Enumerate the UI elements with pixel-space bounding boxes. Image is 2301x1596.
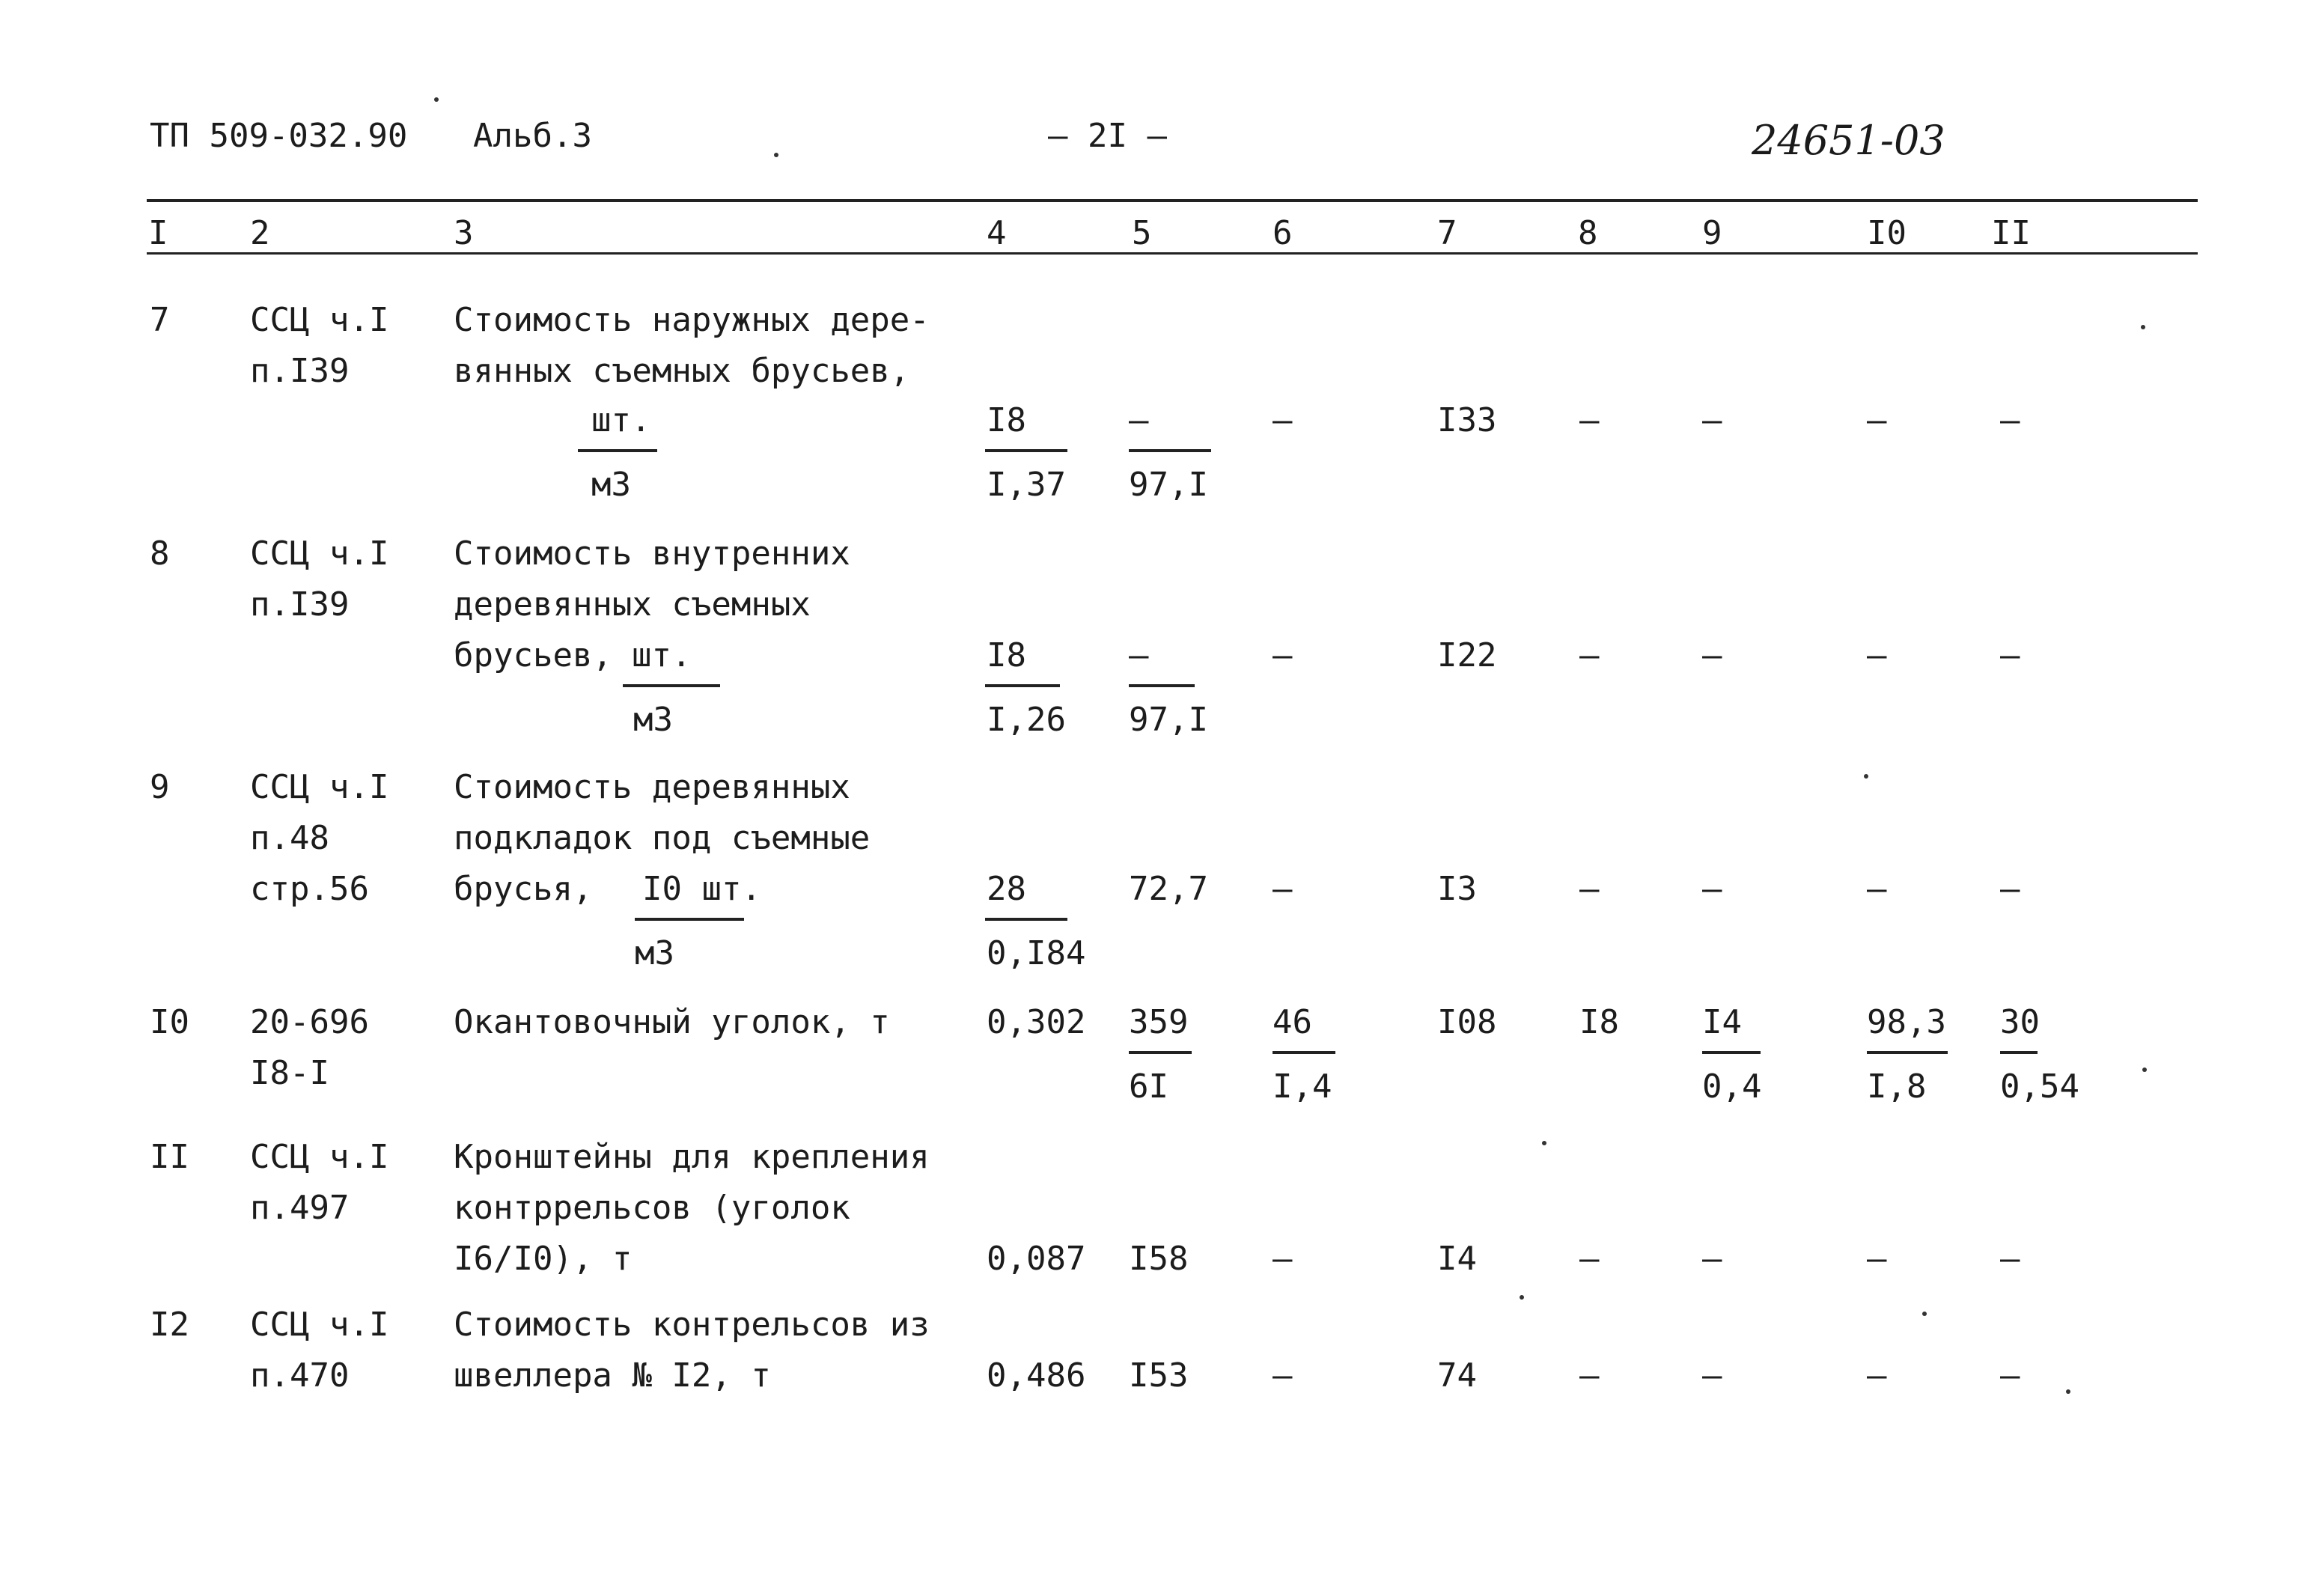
- unit-numerator: I0 шт.: [642, 870, 761, 908]
- row-number: I2: [150, 1306, 189, 1344]
- column-6-value: –: [1273, 1356, 1293, 1395]
- column-11-header: II: [1991, 214, 2031, 252]
- unit-numerator: шт.: [632, 636, 692, 674]
- item-description: подкладок под съемные: [454, 819, 871, 857]
- column-9-value: –: [1702, 1356, 1722, 1395]
- column-6-value: –: [1273, 401, 1293, 439]
- quantity-value: I8: [987, 401, 1026, 439]
- column-9-value: –: [1702, 636, 1722, 674]
- column-10-fraction-bar: [1867, 1051, 1948, 1054]
- column-7-value: I22: [1437, 636, 1497, 674]
- row-number: II: [150, 1138, 189, 1176]
- column-9-header: 9: [1702, 214, 1722, 252]
- column-7-header: 7: [1437, 214, 1457, 252]
- source-reference: I8-I: [250, 1054, 329, 1092]
- column-11-value: –: [2000, 401, 2020, 439]
- source-reference: стр.56: [250, 870, 369, 908]
- column-11-value: –: [2000, 636, 2020, 674]
- column-6-header: 6: [1273, 214, 1293, 252]
- column-11-value: –: [2000, 1356, 2020, 1395]
- column-7-value: 74: [1437, 1356, 1477, 1395]
- scan-speck: [1864, 774, 1868, 779]
- column-10-value: –: [1867, 401, 1887, 439]
- unit-denominator: м3: [591, 466, 631, 504]
- column-8-value: –: [1579, 636, 1600, 674]
- column-9-value: –: [1702, 1240, 1722, 1278]
- item-description: I6/I0), т: [454, 1240, 633, 1278]
- row-number: I0: [150, 1003, 189, 1041]
- price-value: 72,7: [1129, 870, 1208, 908]
- column-9-fraction-bar: [1702, 1051, 1761, 1054]
- unit-fraction-bar: [635, 918, 744, 921]
- item-description: Стоимость контрельсов из: [454, 1306, 930, 1344]
- scan-speck: [774, 153, 778, 157]
- source-reference: п.48: [250, 819, 329, 857]
- column-11-value: 0,54: [2000, 1067, 2079, 1106]
- item-description: Стоимость деревянных: [454, 768, 850, 806]
- quantity-value: I8: [987, 636, 1026, 674]
- column-6-fraction-bar: [1273, 1051, 1335, 1054]
- source-reference: п.I39: [250, 352, 350, 390]
- price-value: –: [1129, 401, 1149, 439]
- column-9-value: –: [1702, 870, 1722, 908]
- column-1-header: I: [148, 214, 168, 252]
- column-8-value: –: [1579, 1240, 1600, 1278]
- column-11-value: –: [2000, 870, 2020, 908]
- column-10-value: –: [1867, 636, 1887, 674]
- price-value: I53: [1129, 1356, 1189, 1395]
- column-10-value: –: [1867, 1356, 1887, 1395]
- source-reference: 20-696: [250, 1003, 369, 1041]
- column-8-value: I8: [1579, 1003, 1619, 1041]
- column-8-value: –: [1579, 870, 1600, 908]
- column-11-fraction-bar: [2000, 1051, 2038, 1054]
- price-value: 6I: [1129, 1067, 1168, 1106]
- quantity-fraction-bar: [985, 918, 1067, 921]
- column-10-value: 98,3: [1867, 1003, 1946, 1041]
- column-9-value: I4: [1702, 1003, 1742, 1041]
- document-stamp: 24651-03: [1752, 117, 1945, 164]
- source-reference: п.I39: [250, 585, 350, 624]
- source-reference: ССЦ ч.I: [250, 301, 389, 339]
- column-8-header: 8: [1578, 214, 1598, 252]
- source-reference: ССЦ ч.I: [250, 534, 389, 573]
- item-description: контррельсов (уголок: [454, 1189, 850, 1227]
- quantity-value: 0,I84: [987, 934, 1086, 972]
- item-description: деревянных съемных: [454, 585, 811, 624]
- scan-speck: [1520, 1295, 1524, 1300]
- column-10-value: –: [1867, 1240, 1887, 1278]
- item-description: брусья,: [454, 870, 593, 908]
- unit-denominator: м3: [633, 701, 673, 739]
- quantity-value: 0,302: [987, 1003, 1086, 1041]
- column-11-value: 30: [2000, 1003, 2040, 1041]
- price-value: 359: [1129, 1003, 1189, 1041]
- column-9-value: –: [1702, 401, 1722, 439]
- column-5-header: 5: [1132, 214, 1152, 252]
- quantity-value: 28: [987, 870, 1026, 908]
- scan-speck: [2066, 1389, 2070, 1394]
- column-4-header: 4: [987, 214, 1007, 252]
- source-reference: п.497: [250, 1189, 350, 1227]
- price-fraction-bar: [1129, 1051, 1192, 1054]
- column-11-value: –: [2000, 1240, 2020, 1278]
- item-description: Окантовочный уголок, т: [454, 1003, 890, 1041]
- column-6-value: 46: [1273, 1003, 1312, 1041]
- album-number: Альб.3: [473, 117, 592, 155]
- unit-fraction-bar: [578, 449, 657, 452]
- source-reference: ССЦ ч.I: [250, 768, 389, 806]
- column-7-value: I08: [1437, 1003, 1497, 1041]
- unit-fraction-bar: [623, 684, 720, 687]
- item-description: вянных съемных брусьев,: [454, 352, 910, 390]
- column-6-value: –: [1273, 870, 1293, 908]
- unit-numerator: шт.: [591, 401, 651, 439]
- column-10-header: I0: [1867, 214, 1907, 252]
- doc-code: ТП 509-032.90: [150, 117, 408, 155]
- item-description: Кронштейны для крепления: [454, 1138, 930, 1176]
- quantity-value: I,26: [987, 701, 1066, 739]
- header-rule: [147, 199, 2198, 202]
- scan-speck: [2141, 325, 2145, 329]
- column-9-value: 0,4: [1702, 1067, 1762, 1106]
- scan-speck: [2142, 1067, 2147, 1072]
- source-reference: ССЦ ч.I: [250, 1306, 389, 1344]
- price-value: I58: [1129, 1240, 1189, 1278]
- price-value: –: [1129, 636, 1149, 674]
- price-value: 97,I: [1129, 466, 1208, 504]
- row-number: 8: [150, 534, 170, 573]
- price-value: 97,I: [1129, 701, 1208, 739]
- row-number: 7: [150, 301, 170, 339]
- quantity-value: 0,087: [987, 1240, 1086, 1278]
- scan-speck: [1922, 1312, 1927, 1316]
- item-description: Стоимость наружных дере-: [454, 301, 930, 339]
- scan-speck: [434, 97, 439, 102]
- column-10-value: –: [1867, 870, 1887, 908]
- item-description: швеллера № I2, т: [454, 1356, 771, 1395]
- quantity-value: 0,486: [987, 1356, 1086, 1395]
- column-2-header: 2: [250, 214, 270, 252]
- column-7-value: I33: [1437, 401, 1497, 439]
- item-description: брусьев,: [454, 636, 612, 674]
- quantity-fraction-bar: [985, 449, 1067, 452]
- price-fraction-bar: [1129, 684, 1195, 687]
- column-7-value: I3: [1437, 870, 1477, 908]
- quantity-fraction-bar: [985, 684, 1060, 687]
- price-fraction-bar: [1129, 449, 1211, 452]
- column-7-value: I4: [1437, 1240, 1477, 1278]
- unit-denominator: м3: [635, 934, 674, 972]
- source-reference: п.470: [250, 1356, 350, 1395]
- column-6-value: –: [1273, 636, 1293, 674]
- column-3-header: 3: [454, 214, 474, 252]
- column-8-value: –: [1579, 401, 1600, 439]
- item-description: Стоимость внутренних: [454, 534, 850, 573]
- column-6-value: I,4: [1273, 1067, 1332, 1106]
- column-10-value: I,8: [1867, 1067, 1927, 1106]
- column-6-value: –: [1273, 1240, 1293, 1278]
- source-reference: ССЦ ч.I: [250, 1138, 389, 1176]
- quantity-value: I,37: [987, 466, 1066, 504]
- column-8-value: –: [1579, 1356, 1600, 1395]
- scan-speck: [1542, 1141, 1546, 1145]
- row-number: 9: [150, 768, 170, 806]
- page-number: – 2I –: [1048, 117, 1167, 155]
